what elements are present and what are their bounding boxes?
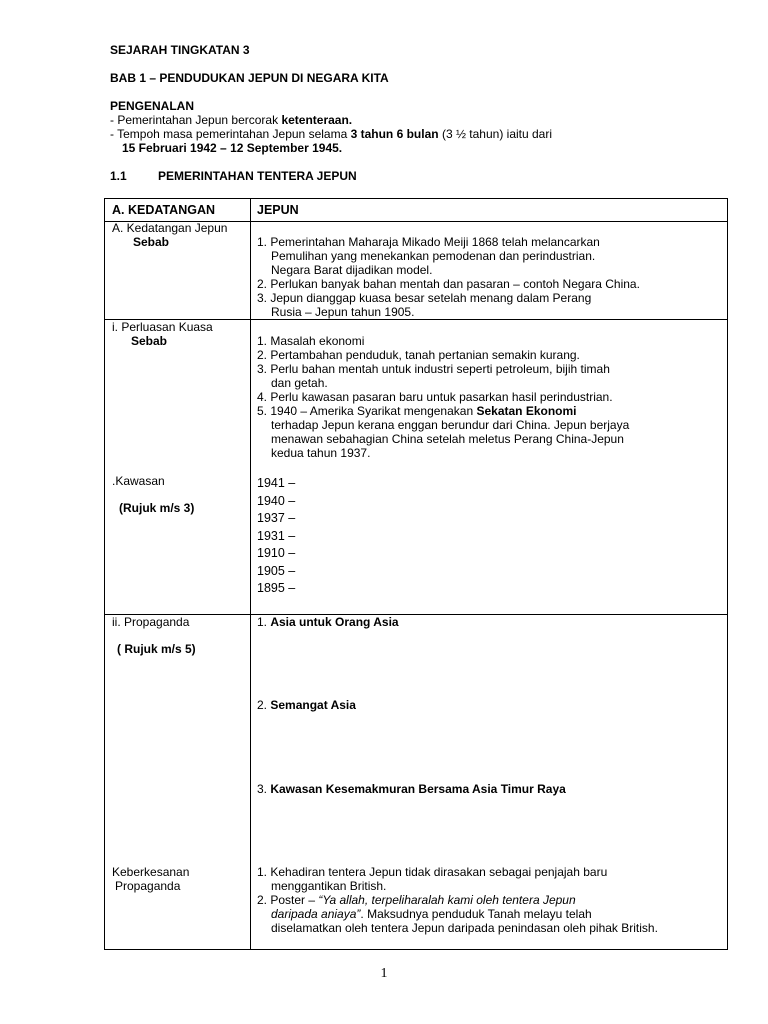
intro-line-2-post: (3 ½ tahun) iaitu dari xyxy=(438,127,553,141)
row3-label: ii. Propaganda xyxy=(112,615,190,629)
row1-line: 2. Perlukan banyak bahan mentah dan pasaran – contoh Negara China. xyxy=(257,277,640,291)
row2-sub: Sebab xyxy=(131,334,168,348)
intro-date-range: 15 Februari 1942 – 12 September 1945. xyxy=(122,141,343,155)
effectiveness-poster-line xyxy=(257,893,576,907)
row1-line: Negara Barat dijadikan model. xyxy=(271,263,433,277)
row1-line: 3. Jepun dianggap kuasa besar setelah menang dalam Perang xyxy=(257,291,592,305)
intro-line-2-text: - Tempoh masa pemerintahan Jepun selama xyxy=(110,127,351,141)
year-item: 1895 – xyxy=(257,581,296,595)
document-title: SEJARAH TINGKATAN 3 xyxy=(110,43,250,57)
propaganda-item-num: 1. xyxy=(257,615,271,629)
intro-line-1-text: - Pemerintahan Jepun bercorak xyxy=(110,113,282,127)
section-number: 1.1 xyxy=(110,169,127,183)
poster-prefix: 2. Poster – xyxy=(257,893,319,907)
row1-line: Rusia – Jepun tahun 1905. xyxy=(271,305,415,319)
content-table xyxy=(104,198,728,950)
kawasan-label: .Kawasan xyxy=(112,474,165,488)
row2-item5 xyxy=(257,404,577,418)
effectiveness-label: Keberkesanan xyxy=(112,865,190,879)
row2-item5-line: menawan sebahagian China setelah meletus Perang China-Jepun xyxy=(271,432,624,446)
year-item: 1910 – xyxy=(257,546,296,560)
year-item: 1937 – xyxy=(257,511,296,525)
intro-line-1-bold: ketenteraan. xyxy=(281,113,353,127)
poster-quote: “Ya allah, terpeliharalah kami oleh tentera Jepun xyxy=(318,893,576,907)
section-title: PEMERINTAHAN TENTERA JEPUN xyxy=(158,169,357,183)
intro-line-2-bold: 3 tahun 6 bulan xyxy=(350,127,439,141)
row3-ref: ( Rujuk m/s 5) xyxy=(117,642,196,656)
chapter-title: BAB 1 – PENDUDUKAN JEPUN DI NEGARA KITA xyxy=(110,71,389,85)
effectiveness-line: 1. Kehadiran tentera Jepun tidak dirasakan sebagai penjajah baru xyxy=(257,865,608,879)
propaganda-item-num: 2. xyxy=(257,698,271,712)
row1-line: 1. Pemerintahan Maharaja Mikado Meiji 1868 telah melancarkan xyxy=(257,235,600,249)
year-item: 1931 – xyxy=(257,528,296,543)
effectiveness-poster-line-2 xyxy=(271,907,592,921)
kawasan-ref: (Rujuk m/s 3) xyxy=(119,501,195,515)
year-item: 1941 – xyxy=(257,476,296,490)
effectiveness-line: diselamatkan oleh tentera Jepun daripada penindasan oleh pihak British. xyxy=(271,921,658,935)
propaganda-item-num: 3. xyxy=(257,782,271,796)
row2-item5-line: terhadap Jepun kerana enggan berundur dari China. Jepun berjaya xyxy=(271,418,630,432)
row2-item5-bold: Sekatan Ekonomi xyxy=(476,404,577,418)
row2-line: 4. Perlu kawasan pasaran baru untuk pasarkan hasil perindustrian. xyxy=(257,390,613,404)
poster-quote-end: daripada aniaya” xyxy=(271,907,361,921)
row-divider xyxy=(105,614,727,615)
year-item: 1940 – xyxy=(257,493,296,508)
row1-sub: Sebab xyxy=(133,235,170,249)
intro-line-1 xyxy=(110,113,352,127)
row2-line: 2. Pertambahan penduduk, tanah pertanian semakin kurang. xyxy=(257,348,580,362)
column-divider xyxy=(250,199,251,949)
propaganda-item-text: Semangat Asia xyxy=(270,698,356,712)
row1-line: Pemulihan yang menekankan pemodenan dan perindustrian. xyxy=(271,249,596,263)
row1-label: A. Kedatangan Jepun xyxy=(112,221,228,235)
effectiveness-line: menggantikan British. xyxy=(271,879,387,893)
year-item: 1905 – xyxy=(257,563,296,578)
poster-meaning: . Maksudnya penduduk Tanah melayu telah xyxy=(360,907,592,921)
table-header-left: A. KEDATANGAN xyxy=(112,203,216,217)
row2-line: 3. Perlu bahan mentah untuk industri seperti petroleum, bijih timah xyxy=(257,362,610,376)
intro-heading: PENGENALAN xyxy=(110,99,195,113)
propaganda-item xyxy=(257,615,399,629)
intro-line-2 xyxy=(110,127,552,141)
row2-label: i. Perluasan Kuasa xyxy=(112,320,213,334)
page-number: 1 xyxy=(380,966,388,981)
row2-item5-text: 5. 1940 – Amerika Syarikat mengenakan xyxy=(257,404,477,418)
propaganda-item xyxy=(257,698,356,712)
propaganda-item xyxy=(257,782,566,796)
propaganda-item-text: Asia untuk Orang Asia xyxy=(270,615,399,629)
effectiveness-label-2: Propaganda xyxy=(115,879,181,893)
propaganda-item-text: Kawasan Kesemakmuran Bersama Asia Timur Raya xyxy=(270,782,566,796)
row2-line: dan getah. xyxy=(271,376,328,390)
row2-line: 1. Masalah ekonomi xyxy=(257,334,365,348)
row2-item5-line: kedua tahun 1937. xyxy=(271,446,371,460)
table-header-right: JEPUN xyxy=(257,203,299,217)
